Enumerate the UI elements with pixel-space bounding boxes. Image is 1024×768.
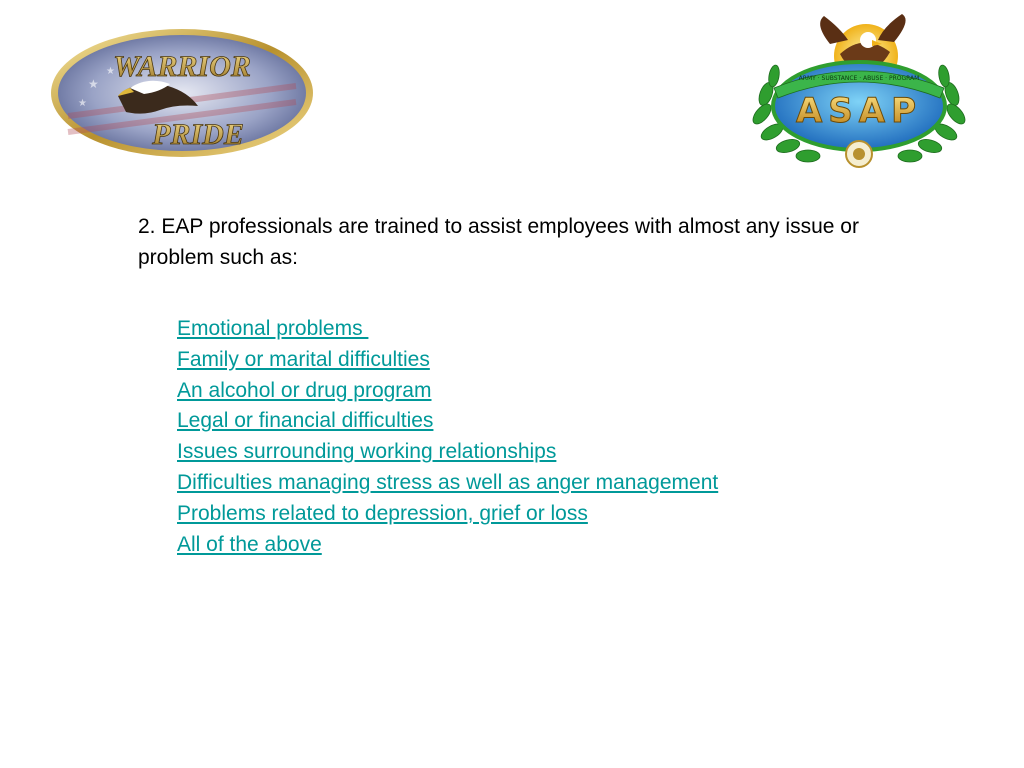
option-link-legal-financial[interactable]: Legal or financial difficulties bbox=[177, 409, 434, 433]
asap-logo bbox=[744, 14, 974, 170]
list-item bbox=[177, 468, 718, 499]
warrior-pride-logo bbox=[48, 26, 316, 160]
list-item bbox=[177, 437, 718, 468]
option-link-all-of-the-above[interactable]: All of the above bbox=[177, 532, 322, 556]
logo-text-asap: ASAP bbox=[795, 91, 923, 131]
logo-text-warrior: WARRIOR bbox=[113, 50, 251, 83]
option-link-stress-anger[interactable]: Difficulties managing stress as well as anger management bbox=[177, 470, 719, 494]
answer-options-list bbox=[177, 314, 718, 560]
list-item bbox=[177, 345, 718, 376]
svg-text:★: ★ bbox=[78, 98, 87, 109]
list-item bbox=[177, 499, 718, 530]
ribbon-text: ARMY · SUBSTANCE · ABUSE · PROGRAM bbox=[798, 75, 920, 82]
svg-text:★: ★ bbox=[106, 66, 115, 77]
list-item bbox=[177, 406, 718, 437]
list-item bbox=[177, 314, 718, 345]
option-link-working-relationships[interactable]: Issues surrounding working relationships bbox=[177, 440, 557, 464]
option-link-emotional-problems[interactable]: Emotional problems bbox=[177, 317, 369, 340]
option-link-depression-grief[interactable]: Problems related to depression, grief or loss bbox=[177, 501, 588, 525]
logo-text-pride: PRIDE bbox=[152, 118, 244, 151]
list-item bbox=[177, 376, 718, 407]
option-link-alcohol-drug[interactable]: An alcohol or drug program bbox=[177, 378, 432, 402]
option-link-family-marital[interactable]: Family or marital difficulties bbox=[177, 347, 430, 371]
list-item bbox=[177, 530, 718, 561]
question-text: 2. EAP professionals are trained to assist employees with almost any issue or problem such as: bbox=[138, 215, 859, 269]
svg-text:★: ★ bbox=[88, 77, 99, 91]
